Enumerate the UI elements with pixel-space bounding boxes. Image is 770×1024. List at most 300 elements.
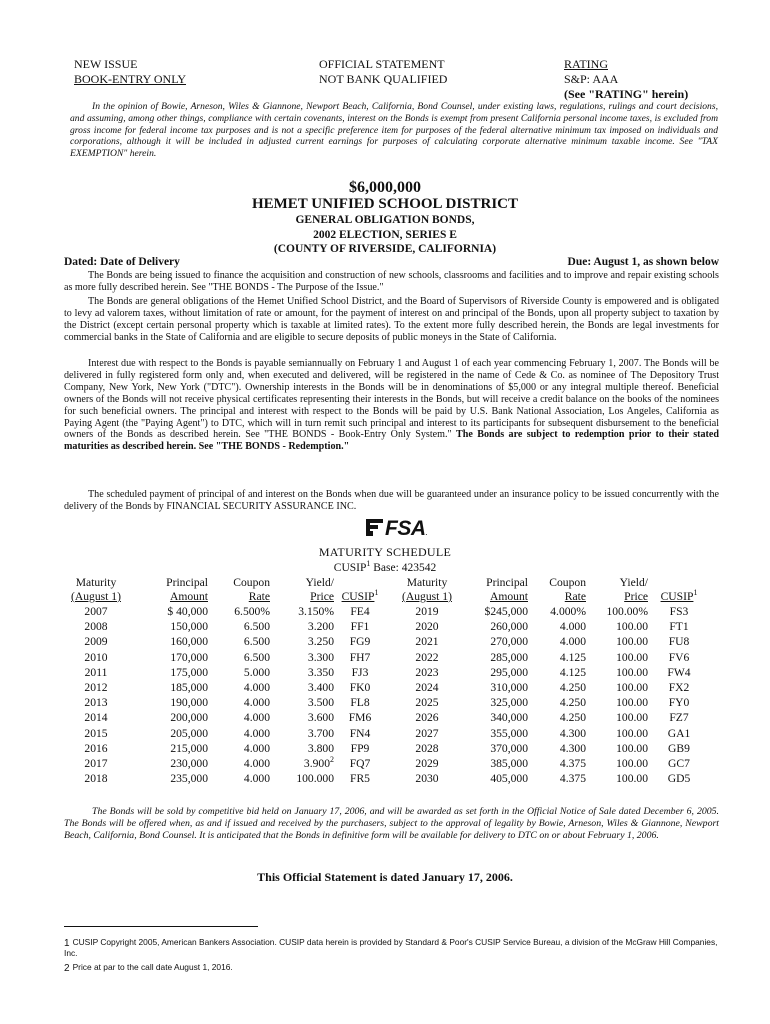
yield-price: 100.00: [616, 665, 648, 679]
yield-price-cell: [270, 650, 334, 665]
cusip-base-footnote-mark: 1: [366, 559, 371, 569]
table-row: [60, 695, 710, 710]
principal-amount-cell: [132, 741, 208, 756]
col-header: Rate: [564, 590, 586, 603]
rating-heading: RATING: [564, 57, 608, 71]
maturity-year: 2030: [415, 772, 439, 786]
maturity-year: 2013: [84, 696, 108, 710]
coupon-rate: 4.000: [243, 741, 270, 755]
principal-amount-cell: [468, 604, 528, 619]
maturity-header-row-top: [60, 576, 710, 590]
fsa-logo-icon: [366, 519, 383, 536]
cusip-suffix: FK0: [349, 681, 371, 695]
yield-price-cell: [270, 710, 334, 725]
cusip-suffix-cell: [334, 604, 386, 619]
maturity-year: 2016: [84, 741, 108, 755]
tax-opinion: In the opinion of Bowie, Arneson, Wiles & Giannone, Newport Beach, California, Bond Counsel, under existing laws, regulations, rulings and court decisions, and assuming, among other things, compliance with certain covenants, interest on the Bonds is exempt from present California personal income taxes, is excluded from gross income for federal income tax purposes and is not a specific preference item for purposes of the federal alternative minimum tax imposed on individuals and corporations, although it will be included in adjusted current earnings for purposes of calculating corporate alternative minimum taxable income. See "TAX EXEMPTION" herein.: [70, 101, 718, 160]
cusip-suffix: FV6: [668, 650, 690, 664]
yield-price: 100.00: [616, 711, 648, 725]
maturity-year-cell: [386, 650, 468, 665]
principal-amount-cell: [468, 741, 528, 756]
maturity-year-cell: [60, 665, 132, 680]
cusip-suffix-cell: [334, 665, 386, 680]
principal-amount: $245,000: [484, 605, 528, 618]
maturity-year-cell: [386, 665, 468, 680]
maturity-year: 2018: [84, 772, 108, 786]
maturity-year: 2014: [84, 711, 108, 725]
official-statement-label: OFFICIAL STATEMENT: [319, 57, 445, 71]
footnote-text: CUSIP Copyright 2005, American Bankers Association. CUSIP data herein is provided by Standard & Poor's CUSIP Service Bureau, a division of the McGraw Hill Companies, Inc.: [64, 937, 718, 958]
principal-amount-cell: [468, 680, 528, 695]
maturity-year-cell: [60, 695, 132, 710]
yield-price: 3.350: [307, 665, 334, 679]
coupon-rate-cell: [528, 665, 586, 680]
county: (COUNTY OF RIVERSIDE, CALIFORNIA): [273, 243, 497, 255]
cusip-suffix: FG9: [349, 635, 371, 649]
cusip-base-value: Base: 423542: [370, 562, 437, 574]
redemption-text: The Bonds are subject to redemption prior to their stated maturities as described herein. See "THE BONDS - Redemption.": [64, 429, 719, 453]
yield-price-cell: [270, 665, 334, 680]
col-header: (August 1): [402, 590, 452, 603]
coupon-rate: 4.000%: [550, 605, 586, 618]
yield-price-cell: [270, 756, 334, 771]
yield-price-cell: [270, 619, 334, 634]
maturity-year: 2023: [415, 665, 439, 679]
principal-amount: 355,000: [490, 726, 528, 740]
coupon-rate-cell: [208, 650, 270, 665]
table-row: [60, 771, 710, 786]
coupon-rate-cell: [208, 604, 270, 619]
maturity-year-cell: [386, 634, 468, 649]
not-bank-qualified-label: NOT BANK QUALIFIED: [319, 72, 448, 86]
yield-price: 100.000: [296, 772, 334, 786]
coupon-rate: 4.000: [559, 620, 586, 634]
yield-price: 100.00%: [606, 605, 648, 618]
cusip-suffix: FH7: [349, 650, 371, 664]
footnote-divider: [64, 926, 258, 927]
coupon-rate-cell: [528, 634, 586, 649]
maturity-year: 2020: [415, 620, 439, 634]
maturity-header-row-bottom: [60, 590, 710, 604]
principal-amount-cell: [132, 756, 208, 771]
col-header-cusip: [648, 590, 710, 604]
cusip-suffix: GB9: [668, 741, 690, 755]
paragraph-security-text: The Bonds are general obligations of the Hemet Unified School District, and the Board of Supervisors of Riverside County is empowered and is obligated to levy ad valorem taxes, without limitation of rate or amount, for the payment of interest on and principal of the Bonds, upon all property subject to taxation by the District (except certain personal property which is taxable at limited rates). To the extent more fully described herein, the Bonds are legal investments for commercial banks in the State of California and are eligible to secure deposits of public moneys in the State of California.: [64, 296, 719, 343]
cusip-suffix: FL8: [350, 696, 370, 710]
maturity-year: 2017: [84, 757, 108, 771]
coupon-rate-cell: [208, 771, 270, 786]
maturity-year-cell: [386, 771, 468, 786]
coupon-rate-cell: [208, 741, 270, 756]
dated-date: Dated: Date of Delivery: [64, 256, 180, 268]
cusip-suffix: FW4: [667, 665, 691, 679]
maturity-year: 2029: [415, 757, 439, 771]
maturity-year: 2027: [415, 726, 439, 740]
new-issue-label: NEW ISSUE: [74, 57, 138, 71]
interest-text: Interest due with respect to the Bonds is payable semiannually on February 1 and August 1 of each year commencing February 1, 2007. The Bonds will be delivered in fully registered form only and, when executed and delivered, will be registered in the name of Cede & Co. as nominee of The Depository Trust Company, New York, New York ("DTC"). Ownership interests in the Bonds will be in denominations of $5,000 or any integral multiple thereof. Beneficial owners of the Bonds will not receive physical certificates representing their interests in the Bonds, but will receive a credit balance on the books of the nominees for such beneficial owners. The principal and interest with respect to the Bonds will be paid by U.S. Bank National Association, Los Angeles, California as Paying Agent (the "Paying Agent") to DTC, which will in turn remit such principal and interest to its participants for subsequent disbursement to the beneficial owners of the Bonds as described herein. See "THE BONDS - Book-Entry Only System.": [64, 358, 719, 441]
principal-amount: 150,000: [170, 620, 208, 634]
yield-price: 3.300: [307, 650, 334, 664]
yield-price-cell: [586, 710, 648, 725]
principal-amount: 205,000: [170, 726, 208, 740]
col-header: Price: [624, 590, 648, 603]
yield-price-cell: [270, 726, 334, 741]
coupon-rate: 4.000: [243, 681, 270, 695]
principal-amount-cell: [468, 634, 528, 649]
cusip-suffix-cell: [648, 619, 710, 634]
coupon-rate-cell: [528, 680, 586, 695]
principal-amount-cell: [468, 695, 528, 710]
coupon-rate-cell: [208, 710, 270, 725]
principal-amount: 170,000: [170, 650, 208, 664]
principal-amount-cell: [132, 634, 208, 649]
principal-amount: 385,000: [490, 757, 528, 771]
yield-price-cell: [270, 741, 334, 756]
bond-series: 2002 ELECTION, SERIES E: [313, 229, 457, 241]
maturity-table-body: [60, 604, 710, 786]
yield-price-cell: [586, 741, 648, 756]
cusip-suffix-cell: [648, 604, 710, 619]
maturity-year: 2019: [415, 605, 439, 618]
yield-price-cell: [586, 650, 648, 665]
cusip-suffix: GD5: [667, 772, 691, 786]
principal-amount: 215,000: [170, 741, 208, 755]
yield-price: 3.700: [307, 726, 334, 740]
table-row: [60, 619, 710, 634]
principal-amount-cell: [132, 619, 208, 634]
yield-price: 100.00: [616, 696, 648, 710]
principal-amount-cell: [132, 726, 208, 741]
cusip-suffix-cell: [648, 741, 710, 756]
purpose-paragraph: [64, 270, 719, 294]
col-header: Principal: [166, 576, 208, 589]
table-row: [60, 650, 710, 665]
col-header: Maturity: [406, 576, 448, 589]
cusip-suffix-cell: [334, 619, 386, 634]
rating-value: S&P: AAA: [564, 72, 619, 86]
maturity-year-cell: [60, 634, 132, 649]
coupon-rate: 4.000: [243, 696, 270, 710]
principal-amount: 370,000: [490, 741, 528, 755]
footnote-mark: 2: [64, 963, 70, 974]
coupon-rate: 4.375: [559, 757, 586, 771]
maturity-year-cell: [386, 756, 468, 771]
principal-amount: 270,000: [490, 635, 528, 649]
paragraph-purpose-text: The Bonds are being issued to finance the acquisition and construction of new schools, classrooms and facilities and to improve and repair existing schools as more fully described herein. See "THE BONDS - The Purpose of the Issue.": [64, 270, 719, 293]
coupon-rate: 6.500: [243, 620, 270, 634]
cusip-suffix: FZ7: [669, 711, 689, 725]
book-entry-label: BOOK-ENTRY ONLY: [74, 72, 187, 86]
cusip-suffix-cell: [648, 634, 710, 649]
yield-price-cell: [270, 604, 334, 619]
cusip-suffix: FM6: [348, 711, 372, 725]
table-row: [60, 756, 710, 771]
principal-amount: 160,000: [170, 635, 208, 649]
yield-price-cell: [586, 634, 648, 649]
coupon-rate-cell: [528, 771, 586, 786]
principal-amount: 325,000: [490, 696, 528, 710]
coupon-rate-cell: [208, 680, 270, 695]
yield-price-cell: [586, 756, 648, 771]
interest-paragraph: [64, 358, 719, 453]
table-row: [60, 710, 710, 725]
coupon-rate: 4.250: [559, 696, 586, 710]
maturity-year: 2007: [84, 605, 108, 618]
price-footnote-mark: 2: [330, 755, 334, 765]
yield-price: 100.00: [616, 681, 648, 695]
yield-price: 3.900: [303, 757, 330, 771]
yield-price: 3.150%: [298, 605, 334, 618]
yield-price-cell: [270, 771, 334, 786]
maturity-year-cell: [386, 726, 468, 741]
principal-amount: 260,000: [490, 620, 528, 634]
cusip-suffix: FT1: [669, 620, 689, 634]
cusip-footnote-mark: 1: [374, 588, 379, 598]
coupon-rate: 4.250: [559, 711, 586, 725]
yield-price-cell: [586, 680, 648, 695]
yield-price: 3.250: [307, 635, 334, 649]
principal-amount: 285,000: [490, 650, 528, 664]
coupon-rate: 4.300: [559, 741, 586, 755]
coupon-rate-cell: [208, 756, 270, 771]
yield-price-cell: [270, 680, 334, 695]
table-row: [60, 726, 710, 741]
principal-amount-cell: [132, 680, 208, 695]
rating-block: [564, 57, 688, 102]
cusip-suffix-cell: [648, 695, 710, 710]
cusip-suffix: FJ3: [351, 665, 369, 679]
sale-paragraph: The Bonds will be sold by competitive bid held on January 17, 2006, and will be awarded as set forth in the Official Notice of Sale dated December 6, 2005. The Bonds will be offered when, as and if issued and received by the purchasers, subject to the approval of legality by Bowie, Arneson, Wiles & Giannone, Newport Beach, California, Bond Counsel. It is anticipated that the Bonds in definitive form will be available for delivery to DTC on or about February 1, 2006.: [64, 806, 719, 841]
cusip-suffix: FN4: [349, 726, 371, 740]
cusip-suffix-cell: [648, 680, 710, 695]
cusip-suffix-cell: [648, 726, 710, 741]
maturity-year-cell: [60, 604, 132, 619]
maturity-year-cell: [386, 695, 468, 710]
cusip-suffix: FQ7: [349, 757, 371, 771]
principal-amount-cell: [132, 710, 208, 725]
col-header: Amount: [489, 590, 528, 603]
maturity-year: 2021: [415, 635, 439, 649]
col-header: Yield/: [619, 576, 648, 589]
cusip-suffix-cell: [334, 726, 386, 741]
col-header: Coupon: [549, 576, 586, 589]
principal-amount-cell: [468, 771, 528, 786]
coupon-rate: 4.250: [559, 681, 586, 695]
maturity-year: 2015: [84, 726, 108, 740]
yield-price: 100.00: [616, 757, 648, 771]
table-row: [60, 680, 710, 695]
cusip-suffix: FP9: [350, 741, 370, 755]
insurer-logo: FSA.: [366, 517, 427, 541]
table-row: [60, 741, 710, 756]
coupon-rate-cell: [528, 695, 586, 710]
cusip-suffix-cell: [648, 650, 710, 665]
coupon-rate: 4.000: [243, 711, 270, 725]
yield-price-cell: [586, 695, 648, 710]
cusip-suffix-cell: [648, 710, 710, 725]
cusip-suffix: GC7: [668, 757, 690, 771]
maturity-year: 2026: [415, 711, 439, 725]
cusip-suffix-cell: [648, 756, 710, 771]
maturity-table: [60, 576, 710, 786]
coupon-rate: 6.500: [243, 650, 270, 664]
yield-price: 100.00: [616, 635, 648, 649]
principal-amount-cell: [132, 695, 208, 710]
coupon-rate: 4.000: [559, 635, 586, 649]
col-header: Coupon: [233, 576, 270, 589]
yield-price: 3.200: [307, 620, 334, 634]
principal-amount: 200,000: [170, 711, 208, 725]
coupon-rate: 4.000: [243, 726, 270, 740]
maturity-year-cell: [60, 680, 132, 695]
maturity-year: 2010: [84, 650, 108, 664]
col-header: [648, 576, 710, 590]
coupon-rate: 4.300: [559, 726, 586, 740]
col-header: Yield/: [305, 576, 334, 589]
maturity-year: 2012: [84, 681, 108, 695]
cusip-header-text: CUSIP: [660, 590, 694, 603]
footnote-mark: 1: [64, 938, 70, 949]
cusip-suffix: FR5: [350, 772, 370, 786]
cusip-suffix-cell: [334, 650, 386, 665]
yield-price: 3.800: [307, 741, 334, 755]
cusip-base: [0, 559, 770, 574]
maturity-year-cell: [60, 726, 132, 741]
cusip-suffix-cell: [334, 695, 386, 710]
coupon-rate-cell: [528, 726, 586, 741]
yield-price-cell: [270, 634, 334, 649]
maturity-year-cell: [386, 619, 468, 634]
coupon-rate-cell: [208, 665, 270, 680]
cusip-suffix-cell: [334, 741, 386, 756]
paragraph-insurance-text: The scheduled payment of principal of and interest on the Bonds when due will be guaranteed under an insurance policy to be issued concurrently with the delivery of the Bonds by FINANCIAL SECURITY ASSURANCE INC.: [64, 489, 719, 512]
coupon-rate: 4.000: [243, 772, 270, 786]
maturity-year-cell: [60, 619, 132, 634]
coupon-rate: 4.125: [559, 665, 586, 679]
coupon-rate: 6.500%: [234, 605, 270, 618]
col-header: Maturity: [75, 576, 117, 589]
coupon-rate: 6.500: [243, 635, 270, 649]
yield-price: 3.600: [307, 711, 334, 725]
cusip-base-label: CUSIP: [333, 562, 367, 574]
coupon-rate: 5.000: [243, 665, 270, 679]
principal-amount-cell: [132, 650, 208, 665]
principal-amount: $ 40,000: [167, 605, 208, 618]
cusip-header-text: CUSIP: [341, 590, 375, 603]
coupon-rate-cell: [528, 741, 586, 756]
maturity-year-cell: [60, 741, 132, 756]
cusip-suffix: FX2: [668, 681, 690, 695]
footnote-text: Price at par to the call date August 1, 2016.: [72, 962, 233, 972]
issuer-name: HEMET UNIFIED SCHOOL DISTRICT: [251, 196, 519, 212]
maturity-year: 2009: [84, 635, 108, 649]
principal-amount: 190,000: [170, 696, 208, 710]
principal-amount-cell: [468, 650, 528, 665]
maturity-year: 2011: [84, 665, 108, 679]
yield-price: 3.500: [307, 696, 334, 710]
col-header: Price: [310, 590, 334, 603]
cusip-suffix-cell: [334, 634, 386, 649]
footnote-1: [64, 937, 724, 958]
maturity-schedule-title: MATURITY SCHEDULE: [318, 545, 452, 559]
cusip-suffix-cell: [334, 710, 386, 725]
maturity-year: 2024: [415, 681, 439, 695]
cusip-suffix-cell: [648, 665, 710, 680]
yield-price-cell: [586, 726, 648, 741]
cusip-suffix: FE4: [350, 605, 370, 618]
yield-price: 100.00: [616, 620, 648, 634]
issue-amount: $6,000,000: [349, 179, 421, 196]
table-row: [60, 665, 710, 680]
maturity-year-cell: [386, 604, 468, 619]
paragraph-interest-text: [64, 358, 719, 453]
coupon-rate-cell: [208, 726, 270, 741]
col-header: Rate: [248, 590, 270, 603]
issue-type: [74, 57, 186, 87]
principal-amount: 405,000: [490, 772, 528, 786]
principal-amount: 340,000: [490, 711, 528, 725]
yield-price-cell: [270, 695, 334, 710]
maturity-year: 2022: [415, 650, 439, 664]
maturity-year-cell: [386, 710, 468, 725]
yield-price: 100.00: [616, 741, 648, 755]
principal-amount-cell: [132, 665, 208, 680]
statement-type: [319, 57, 447, 87]
coupon-rate-cell: [528, 604, 586, 619]
coupon-rate: 4.375: [559, 772, 586, 786]
security-paragraph: [64, 296, 719, 344]
cusip-suffix: FU8: [668, 635, 690, 649]
principal-amount-cell: [468, 619, 528, 634]
principal-amount: 175,000: [170, 665, 208, 679]
maturity-year-cell: [60, 756, 132, 771]
cusip-suffix: GA1: [667, 726, 691, 740]
cusip-suffix-cell: [334, 680, 386, 695]
yield-price-cell: [586, 771, 648, 786]
footnote-2: [64, 962, 724, 973]
yield-price: 100.00: [616, 726, 648, 740]
coupon-rate-cell: [528, 756, 586, 771]
principal-amount: 235,000: [170, 772, 208, 786]
cusip-suffix-cell: [334, 756, 386, 771]
cusip-suffix-cell: [648, 771, 710, 786]
coupon-rate-cell: [528, 619, 586, 634]
maturity-year: 2008: [84, 620, 108, 634]
rating-note: (See "RATING" herein): [564, 87, 689, 101]
yield-price-cell: [586, 619, 648, 634]
yield-price: 3.400: [307, 681, 334, 695]
coupon-rate-cell: [208, 619, 270, 634]
principal-amount-cell: [468, 726, 528, 741]
yield-price-cell: [586, 665, 648, 680]
coupon-rate: 4.125: [559, 650, 586, 664]
principal-amount: 185,000: [170, 681, 208, 695]
coupon-rate-cell: [208, 695, 270, 710]
table-row: [60, 634, 710, 649]
insurer-logo-text: FSA: [385, 517, 426, 540]
principal-amount-cell: [132, 771, 208, 786]
maturity-year-cell: [60, 771, 132, 786]
due-date: Due: August 1, as shown below: [567, 256, 719, 268]
principal-amount: 295,000: [490, 665, 528, 679]
coupon-rate-cell: [208, 634, 270, 649]
cusip-suffix: FF1: [350, 620, 370, 634]
yield-price-cell: [586, 604, 648, 619]
col-header: (August 1): [71, 590, 121, 603]
coupon-rate: 4.000: [243, 757, 270, 771]
maturity-year-cell: [386, 741, 468, 756]
maturity-year: 2025: [415, 696, 439, 710]
